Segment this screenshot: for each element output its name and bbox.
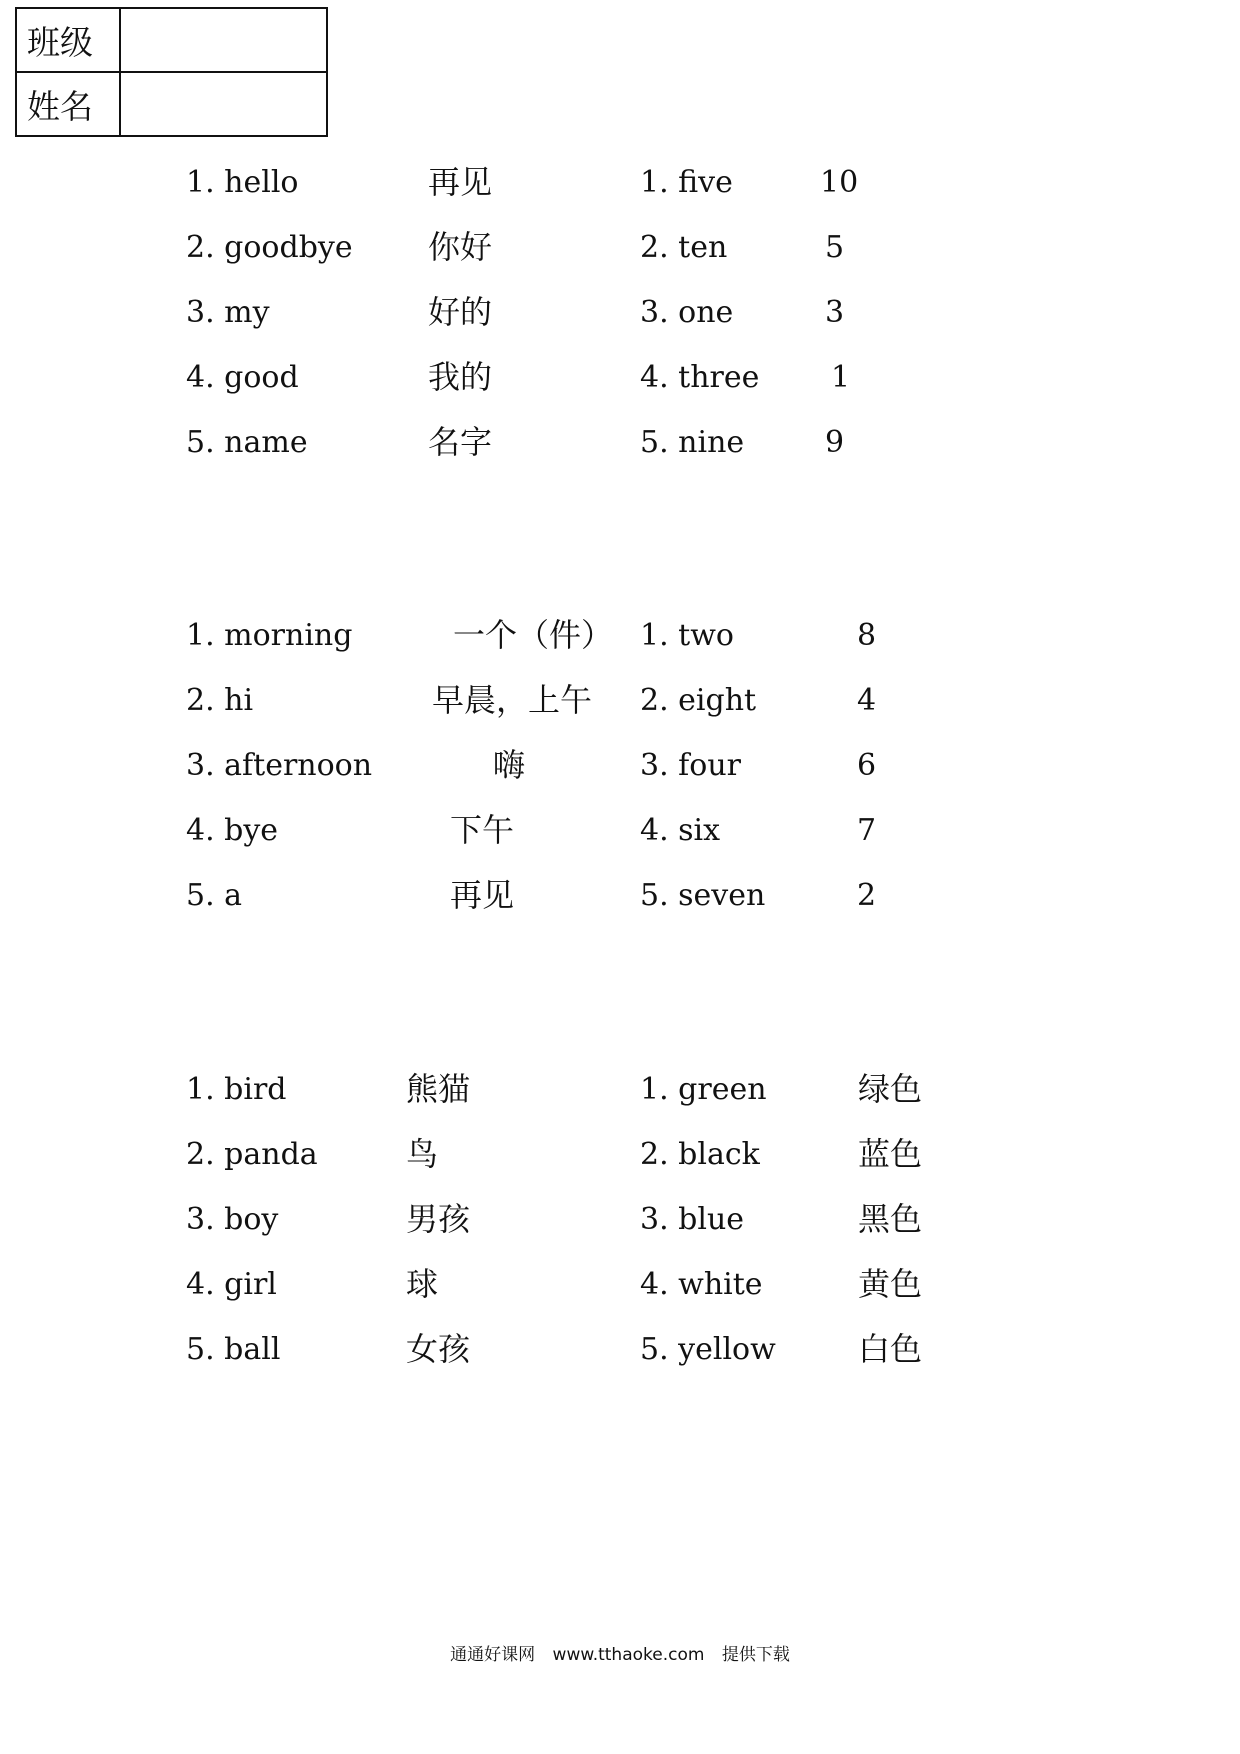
right-meaning: 黑色 [858, 1200, 923, 1238]
left-meaning: 女孩 [406, 1330, 471, 1368]
left-word: 4. bye [186, 813, 279, 848]
left-meaning: 一个（件） [453, 616, 614, 654]
left-meaning: 男孩 [406, 1200, 471, 1238]
left-word: 4. good [186, 360, 299, 395]
footer-url[interactable]: www.tthaoke.com [552, 1645, 705, 1665]
left-meaning: 我的 [428, 358, 493, 396]
right-word: 2. black [640, 1137, 760, 1172]
left-meaning: 名字 [428, 423, 493, 461]
left-meaning: 鸟 [406, 1135, 439, 1173]
left-meaning: 再见 [450, 876, 515, 914]
left-meaning: 早晨，上午 [432, 681, 593, 719]
left-meaning: 再见 [428, 163, 493, 201]
footer [0, 1640, 1240, 1665]
right-word: 4. six [640, 813, 721, 848]
left-word: 5. a [186, 878, 243, 913]
right-meaning: 绿色 [858, 1070, 923, 1108]
right-meaning: 5 [825, 230, 845, 265]
left-meaning: 嗨 [493, 746, 526, 784]
right-word: 1. five [640, 165, 733, 200]
right-word: 4. three [640, 360, 760, 395]
left-word: 5. ball [186, 1332, 281, 1367]
right-meaning: 1 [831, 360, 851, 395]
right-meaning: 蓝色 [858, 1135, 923, 1173]
left-meaning: 好的 [428, 293, 493, 331]
right-meaning: 8 [857, 618, 877, 653]
right-meaning: 6 [857, 748, 877, 783]
left-meaning: 你好 [428, 228, 493, 266]
right-meaning: 7 [857, 813, 877, 848]
right-word: 2. eight [640, 683, 757, 718]
left-word: 5. name [186, 425, 308, 460]
class-label: 班级 [16, 8, 120, 72]
left-meaning: 下午 [450, 811, 515, 849]
right-meaning: 9 [825, 425, 845, 460]
right-word: 2. ten [640, 230, 728, 265]
class-field[interactable] [120, 8, 327, 72]
right-word: 5. nine [640, 425, 745, 460]
right-word: 1. two [640, 618, 734, 653]
left-word: 3. boy [186, 1202, 279, 1237]
left-word: 2. goodbye [186, 230, 353, 265]
left-word: 3. my [186, 295, 270, 330]
left-word: 1. hello [186, 165, 299, 200]
right-word: 4. white [640, 1267, 763, 1302]
footer-site-name: 通通好课网 [450, 1645, 536, 1665]
right-word: 3. four [640, 748, 741, 783]
right-word: 3. blue [640, 1202, 745, 1237]
right-word: 5. seven [640, 878, 766, 913]
name-field[interactable] [120, 72, 327, 136]
right-word: 3. one [640, 295, 734, 330]
right-meaning: 2 [857, 878, 877, 913]
left-meaning: 熊猫 [406, 1070, 471, 1108]
left-word: 2. panda [186, 1137, 318, 1172]
right-meaning: 白色 [858, 1330, 923, 1368]
left-word: 4. girl [186, 1267, 277, 1302]
right-meaning: 3 [825, 295, 845, 330]
footer-download-text: 提供下载 [721, 1645, 790, 1665]
right-meaning: 4 [857, 683, 877, 718]
left-word: 1. bird [186, 1072, 287, 1107]
left-word: 2. hi [186, 683, 254, 718]
left-meaning: 球 [406, 1265, 439, 1303]
right-meaning: 黄色 [858, 1265, 923, 1303]
left-word: 3. afternoon [186, 748, 373, 783]
student-info-table [15, 7, 328, 137]
left-word: 1. morning [186, 618, 353, 653]
right-meaning: 10 [820, 165, 859, 200]
right-word: 5. yellow [640, 1332, 776, 1367]
name-label: 姓名 [16, 72, 120, 136]
right-word: 1. green [640, 1072, 767, 1107]
